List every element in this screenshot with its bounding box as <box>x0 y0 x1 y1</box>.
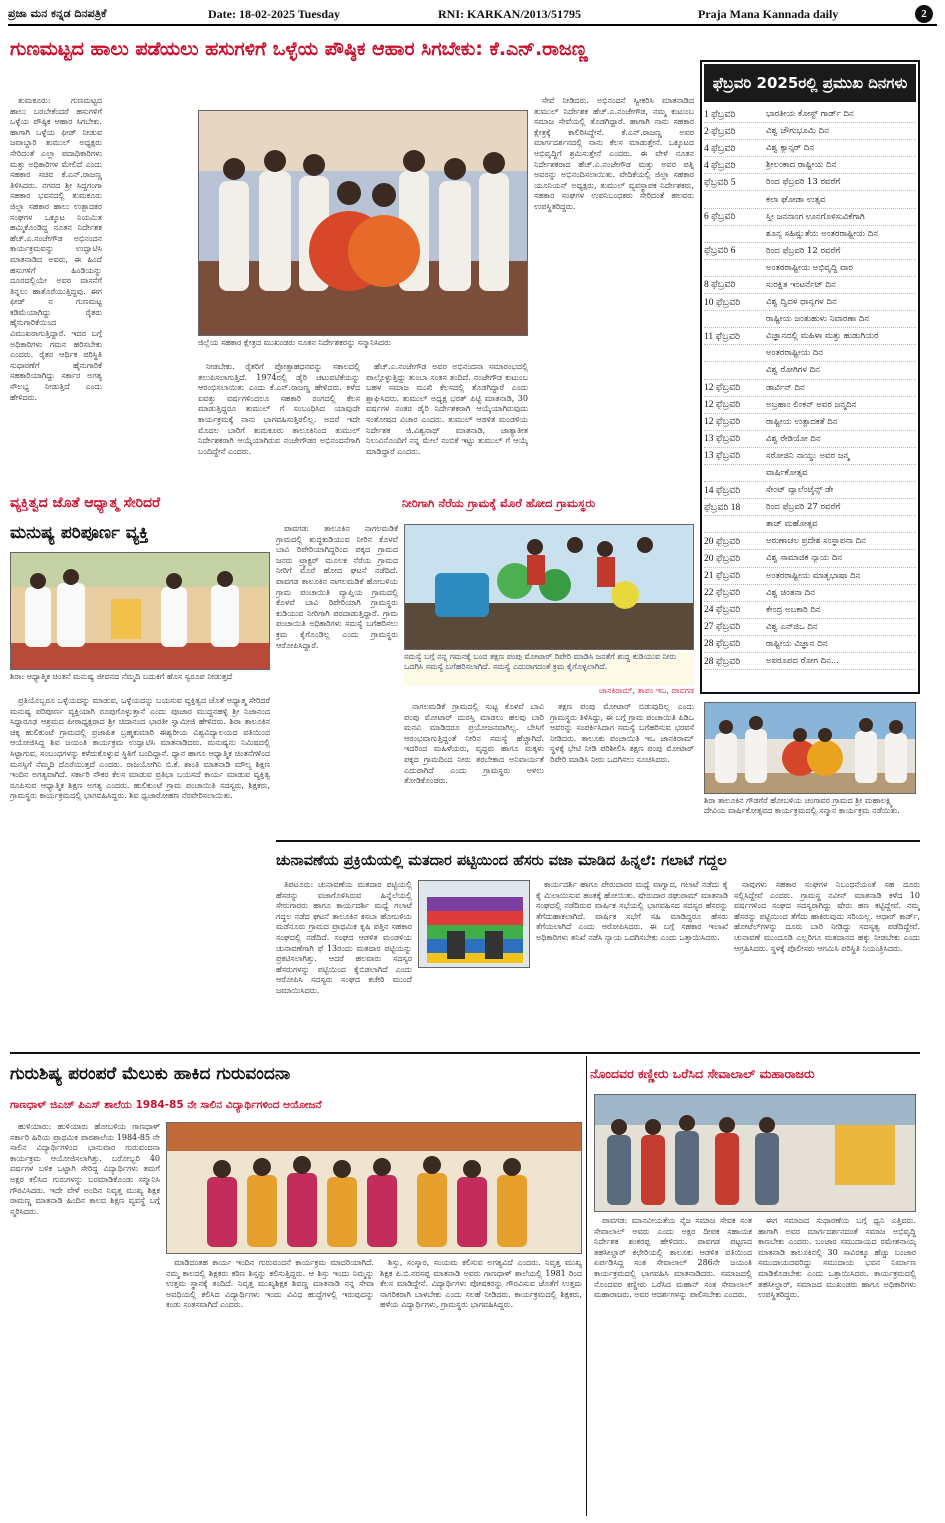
story5-col2 <box>536 880 728 1050</box>
calendar-date: 22 ಫೆಬ್ರವರಿ <box>704 588 741 599</box>
story6-subhead: ಗಾಣಧಾಳ್ ಜಿಎಚ್ ಪಿಎಸ್ ಶಾಲೆಯ 1984-85 ನೇ ಸಾಲಿನ ವಿದ್ಯಾರ್ಥಿಗಳಿಂದ ಆಯೋಜನೆ <box>10 1099 322 1111</box>
story1-col3 <box>366 362 528 496</box>
calendar-event: ರಿಂದ ಫೆಬ್ರವರಿ 27 ರವರೆಗೆ <box>766 502 841 513</box>
temple-felicitation-photo <box>705 703 916 794</box>
society-building-photo <box>419 881 530 968</box>
alumni-group-photo <box>167 1123 582 1254</box>
calendar-row <box>704 294 916 311</box>
water-tanker-photo <box>405 525 694 650</box>
story6-headline: ಗುರುಶಿಷ್ಯ ಪರಂಪರೆ ಮೆಲುಕು ಹಾಕಿದ ಗುರುವಂದನಾ <box>10 1064 291 1084</box>
story7-col2 <box>758 1216 916 1516</box>
story1-col2 <box>198 362 360 496</box>
calendar-row <box>704 585 916 602</box>
calendar-event: ರಾಷ್ಟ್ರೀಯ ವಿಜ್ಞಾನ ದಿನ <box>766 638 828 649</box>
calendar-event: ಭಾರತೀಯ ಕೋಸ್ಟ್ ಗಾರ್ಡ್ ದಿನ <box>766 109 854 120</box>
page-number: 2 <box>915 5 933 23</box>
story3-photo-credit: ಜಾನಕಿರಾಮ್, ತಾಪಂ ಇಒ, ಪಾವಗಡ <box>530 686 694 698</box>
calendar-row <box>704 226 916 243</box>
calendar-date: 2 ಫೆಬ್ರವರಿ <box>704 126 736 137</box>
calendar-date: 14 ಫೆಬ್ರವರಿ <box>704 485 741 496</box>
calendar-row <box>704 448 916 465</box>
calendar-date: 13 ಫೆಬ್ರವರಿ <box>704 434 741 445</box>
story4-photo <box>704 702 916 794</box>
calendar-row <box>704 465 916 482</box>
story5-photo <box>418 880 530 968</box>
calendar-row <box>704 174 916 191</box>
story5-col1-text: ತಿಪಟೂರು: ಚುನಾವಣೆಯ ಮತದಾರ ಪಟ್ಟಿಯಲ್ಲಿ ಹೆಸರನ್ನು ವಜಾಗೊಳಿಸಿರುವ ಹಿನ್ನೆಲೆಯಲ್ಲಿ ಸೇರುಗಾರರು ಹಾಗೂ ಕಾರ್ಯದರ್ಶಿ ಮಧ್ಯೆ ಗಲಾಟೆ ಗದ್ದಲ ನಡೆದ ಘಟನೆ ತಾಲೂಕಿನ ಕಸಬಾ ಹೋಬಳಿಯ ಮಡೆನೂರು ಗ್ರಾಮದ ಪ್ರಾಥಮಿಕ ಕೃಷಿ ಪತ್ತಿನ ಸಹಕಾರ ಸಂಘದಲ್ಲಿ ನಡೆದಿದೆ. ಸಂಘದ ಆಡಳಿತ ಮಂಡಳಿಯ ಚುನಾವಣೆಗಾಗಿ ಫೆ 13ರಂದು ಮತದಾರ ಪಟ್ಟಿಯನ್ನು ಪ್ರಕಟಿಸಲಾಗಿತ್ತು. ಆದರೆ ಹಲವಾರು ಸದಸ್ಯರ ಹೆಸರುಗಳನ್ನು ಪಟ್ಟಿಯಿಂದ ಕೈಬಿಡಲಾಗಿದೆ ಎಂದು ಆರೋಪಿಸಿ ಸದಸ್ಯರು ಸಂಘದ ಕಚೇರಿ ಮುಂದೆ ಜಮಾಯಿಸಿದರು. <box>276 880 412 995</box>
calendar-row <box>704 619 916 636</box>
story2-col1 <box>10 696 270 848</box>
calendar-date: 4 ಫೆಬ್ರವರಿ <box>704 160 736 171</box>
calendar-event: ಡಾರ್ವಿನ್ ದಿನ <box>766 382 805 393</box>
calendar-date: 12 ಫೆಬ್ರವರಿ <box>704 417 741 428</box>
calendar-date: 4 ಫೆಬ್ರವರಿ <box>704 143 736 154</box>
issue-date: Date: 18-02-2025 Tuesday <box>208 6 341 21</box>
calendar-row <box>704 209 916 226</box>
calendar-event: ರಿಂದ ಫೆಬ್ರವರಿ 12 ರವರೆಗೆ <box>766 245 841 256</box>
calendar-event: ಅಂತರರಾಷ್ಟ್ರೀಯ ಮಾತೃಭಾಷಾ ದಿನ <box>766 570 861 581</box>
story3-headline: ನೀರಿಗಾಗಿ ನೆರೆಯ ಗ್ರಾಮಕ್ಕೆ ಮೊರೆ ಹೋದ ಗ್ರಾಮಸ್ಥರು <box>402 496 596 510</box>
spiritual-event-photo <box>11 553 270 670</box>
calendar-event: ರಿಂದ ಫೆಬ್ರವರಿ 13 ರವರೆಗೆ <box>766 177 841 188</box>
calendar-event: ವಿಶ್ವ ಎನ್‌ಜಿಒ ದಿನ <box>766 621 818 632</box>
story5-headline: ಚುನಾವಣೆಯ ಪ್ರಕ್ರಿಯೆಯಲ್ಲಿ ಮತದಾರ ಪಟ್ಟಿಯಿಂದ ಹೆಸರು ವಜಾ ಮಾಡಿದ ಹಿನ್ನಲೆ: ಗಲಾಟೆ ಗದ್ದಲ <box>276 853 727 869</box>
story3-col2-text: ನಾಗಲಮಡಿಕೆ ಗ್ರಾಮದಲ್ಲಿ ಸುಟ್ಟ ಕೊಳವೆ ಬಾವಿ ಪಂಪು ಮೋಟಾರ್ ದುರಸ್ತಿ ಮಾಡಲು ಹಲವು ಬಾರಿ ಮನವಿ ಮಾಡಿದರೂ ಪ್ರಯೋಜನವಾಗಿಲ್ಲ. ಬೇಸಿಗೆ ಆರಂಭವಾಗುತ್ತಿದ್ದಂತೆ ನೀರಿನ ಸಮಸ್ಯೆ ಹೆಚ್ಚಾಗಿದೆ. ಇದರಿಂದ ಮಹಿಳೆಯರು, ವೃದ್ಧರು ಹಾಗೂ ಮಕ್ಕಳು ಪಕ್ಕದ ಗ್ರಾಮದಿಂದ ನೀರು ತರಬೇಕಾದ ಅನಿವಾರ್ಯತೆ ಎದುರಾಗಿದೆ ಎಂದು ಗ್ರಾಮಸ್ಥರು ಅಳಲು ತೋಡಿಕೊಂಡರು. <box>404 702 544 786</box>
sevalal-jayanti-photo <box>595 1095 916 1212</box>
calendar-row <box>704 482 916 499</box>
calendar-event: ಸುರಕ್ಷಿತ ಇಂಟರ್ನೆಟ್ ದಿನ <box>766 279 836 290</box>
calendar-date: 20 ಫೆಬ್ರವರಿ <box>704 553 741 564</box>
calendar-row <box>704 311 916 328</box>
calendar-event: ರಾಷ್ಟ್ರೀಯ ಉತ್ಪಾದಕತೆ ದಿನ <box>766 416 838 427</box>
calendar-event: ರಾಷ್ಟ್ರೀಯ ಜಂತುಹುಳು ನಿವಾರಣಾ ದಿನ <box>766 314 870 325</box>
calendar-event: ಸರೋಜಿನಿ ನಾಯ್ಡು ಅವರ ಜನ್ಮ <box>766 450 850 461</box>
calendar-date: 10 ಫೆಬ್ರವರಿ <box>704 297 741 308</box>
calendar-list <box>704 106 916 670</box>
calendar-event: ತಾಜ್ ಮಹೋತ್ಸವ <box>766 519 818 530</box>
story1-col1-text: ತುಮಕೂರು: ಗುಣಮಟ್ಟದ ಹಾಲು ಬರಬೇಕೆಂದರೆ ಹಸುಗಳಿಗೆ ಒಳ್ಳೆಯ ಪೌಷ್ಠಿಕ ಆಹಾರ ಸಿಗಬೇಕು. ಹಾಗಾಗಿ ಒಳ್ಳೆಯ ಫೀಡ್ ನೀಡುವ ಜವಾಬ್ದಾರಿ ತುಮುಲ್ ಅಧ್ಯಕ್ಷರು ಸೇರಿದಂತೆ ಎಲ್ಲಾ ಪದಾಧಿಕಾರಿಗಳು ಮತ್ತು ಅಧಿಕಾರಿಗಳ ಮೇಲಿದೆ ಎಂದು ಸಹಕಾರ ಸಚಿವ ಕೆ.ಎನ್.ರಾಜಣ್ಣ ತಿಳಿಸಿದರು. ನಗರದ ಶ್ರೀ ಸಿದ್ದಗಂಗಾ ಸಹಕಾರ ಭವನದಲ್ಲಿ ತುಮಕೂರು ಜಿಲ್ಲಾ ಸಹಕಾರ ಹಾಲು ಉತ್ಪಾದಕರ ಸಂಘಗಳ ಒಕ್ಕೂಟ ನಿಯಮಿತ ಹಮ್ಮಿಕೊಂಡಿದ್ದ ನೂತನ ನಿರ್ದೇಶಕ ಹೆಚ್.ಎ.ನಂಜೇಗೌಡ ಅಭಿನಂದನ ಕಾರ್ಯಕ್ರಮವನ್ನು ಉದ್ಘಾಟಿಸಿ ಮಾತನಾಡಿದ ಅವರು, ಈ ಹಿಂದೆ ಹಸುಗಳಿಗೆ ಹಿಂಡಿಯನ್ನು ದೂರದಲ್ಲಿಯೇ ಅವರ ವಾಸನೆಗೆ ತಿನ್ನಲು ಹಾತೊರೆಯುತ್ತಿದ್ದವು. ಈಗ ಫೀಡ್ ನ ಗುಣಮಟ್ಟ ಕಡಿಮೆಯಾಗಿದ್ದು ರೈತರು ಹೈನುಗಾರಿಕೆಯಿಂದ ವಿಮುಖರಾಗುತ್ತಿದ್ದಾರೆ. ಇದರ ಬಗ್ಗೆ ಅಧಿಕಾರಿಗಳು ಗಮನ ಹರಿಸಬೇಕು ಎಂದರು. ರೈತರ ಆರ್ಥಿಕ ಪರಿಸ್ಥಿತಿ ಸುಧಾರಣೆಗೆ ಹೈನುಗಾರಿಕೆ ಸಹಕಾರಿಯಾಗಿದ್ದು ಸರ್ಕಾರ ಅಗತ್ಯ ಸೌಲಭ್ಯ ನೀಡುತ್ತಿದೆ ಎಂದು ಹೇಳಿದರು. <box>10 96 102 402</box>
calendar-event: ಅಂತರರಾಷ್ಟ್ರೀಯ ಅಭಿವೃದ್ಧಿ ವಾರ <box>766 262 853 273</box>
calendar-row <box>704 397 916 414</box>
calendar-row <box>704 191 916 208</box>
calendar-event: ಶ್ರೀಲಂಕಾದ ರಾಷ್ಟ್ರೀಯ ದಿನ <box>766 160 837 171</box>
calendar-event: ಅಂತರರಾಷ್ಟ್ರೀಯ ದಿನ <box>766 348 823 359</box>
calendar-event: ಕೇಂದ್ರ ಅಬಕಾರಿ ದಿನ <box>766 604 821 615</box>
calendar-row <box>704 550 916 567</box>
calendar-row <box>704 499 916 516</box>
story1-photo-caption: ಜಿಲ್ಲೆಯ ಸಹಕಾರ ಕ್ಷೇತ್ರದ ಮುಖಂಡರು ನೂತನ ನಿರ್ದೇಶಕರನ್ನು ಸನ್ಮಾನಿಸಿದರು <box>198 338 528 358</box>
calendar-event: ಅಪರೂಪದ ರೋಗ ದಿನ... <box>766 656 839 667</box>
story2-caption: ಶಿರಾ: ಆಧ್ಯಾತ್ಮಿಕ ಚಿಂತನೆ ಮನುಷ್ಯ ಜೀವನದ ನೆಮ್ಮದಿ ಬದುಕಿಗೆ ಹೊಸ ಸ್ವರೂಪ ನೀಡುತ್ತದೆ <box>10 672 270 694</box>
calendar-row <box>704 653 916 670</box>
story2-kicker: ವ್ಯಕ್ತಿತ್ವದ ಜೊತೆ ಆಧ್ಯಾತ್ಮ ಸೇರಿದರೆ <box>10 495 161 511</box>
calendar-date: ಫೆಬ್ರವರಿ 5 <box>704 177 736 188</box>
calendar-date: ಫೆಬ್ರವರಿ 6 <box>704 246 736 257</box>
story7-col2-text: ಈಗ ಸಮಾಜದ ಸುಧಾರಣೆಯ ಬಗ್ಗೆ ಧ್ವನಿ ಎತ್ತಿದರು. ಹಾಗಾಗಿ ಅವರ ಮಾರ್ಗದರ್ಶನದಂತೆ ಸಮಾಜ ಅಭಿವೃದ್ಧಿ ಕಾಣಬೇಕು ಎಂದರು. ಬಂಜಾರ ಸಮುದಾಯದ ರಮೇಶನಾಯ್ಕ ಮಾತನಾಡಿ ತಾಲೂಕಿನಲ್ಲಿ 30 ಸಾವಿರಕ್ಕೂ ಹೆಚ್ಚು ಬಂಜಾರ ಸಮುದಾಯದವರಿದ್ದು ಸಮುದಾಯ ಭವನ ನಿರ್ಮಾಣ ಮಾಡಿಕೊಡಬೇಕು ಎಂದು ಒತ್ತಾಯಿಸಿದರು. ಕಾರ್ಯಕ್ರಮದಲ್ಲಿ ತಹಸೀಲ್ದಾರ್, ಸಮಾಜದ ಮುಖಂಡರು ಹಾಗೂ ಅಧಿಕಾರಿಗಳು ಉಪಸ್ಥಿತರಿದ್ದರು. <box>758 1216 916 1300</box>
calendar-event: ವಾರ್ಷಿಕೋತ್ಸವ <box>766 468 808 479</box>
story1-headline: ಗುಣಮಟ್ಟದ ಹಾಲು ಪಡೆಯಲು ಹಸುಗಳಿಗೆ ಒಳ್ಳೆಯ ಪೌಷ್ಠಿಕ ಆಹಾರ ಸಿಗಬೇಕು: ಕೆ.ಎನ್.ರಾಜಣ್ಣ <box>10 38 588 60</box>
story6-col1-text: ಹುಳಿಯಾರು: ಹುಳಿಯಾರು ಹೋಬಳಿಯ ಗಾಣಧಾಳ್ ಸರ್ಕಾರಿ ಹಿರಿಯ ಪ್ರಾಥಮಿಕ ಪಾಠಶಾಲೆಯ 1984-85 ನೇ ಸಾಲಿನ ವಿದ್ಯಾರ್ಥಿಗಳಿಂದ ಭಾನುವಾರ ಗುರುವಂದನಾ ಕಾರ್ಯಕ್ರಮ ಆಯೋಜಿಸಲಾಗಿತ್ತು. ಬರೋಬ್ಬರಿ 40 ವರ್ಷಗಳ ಬಳಿಕ ಒಟ್ಟಾಗಿ ಸೇರಿದ್ದ ವಿದ್ಯಾರ್ಥಿಗಳು ತಮಗೆ ಅಕ್ಷರ ಕಲಿಸಿದ ಗುರುಗಳನ್ನು ಬರಮಾಡಿಕೊಂಡು ಸನ್ಮಾನಿಸಿ ಗೌರವಿಸಿದರು. ಇದೇ ವೇಳೆ ಅಂದಿನ ನಿವೃತ್ತ ಮುಖ್ಯ ಶಿಕ್ಷಕ ರಾಮಣ್ಣ ಮಾತನಾಡಿ ಹಿಂದಿನ ಕಾಲದ ಶಿಕ್ಷಣ ವ್ಯವಸ್ಥೆ ಬಗ್ಗೆ ಸ್ಮರಿಸಿದರು. <box>10 1122 160 1216</box>
story2-col1-text: ಪ್ರತಿಯೊಬ್ಬರೂ ಒಳ್ಳೆಯದನ್ನು ಮಾಡುವ, ಒಳ್ಳೆಯದನ್ನು ಬಯಸುವ ವ್ಯಕ್ತಿತ್ವದ ಜೊತೆ ಆಧ್ಯಾತ್ಮ ಸೇರಿದರೆ ಮನುಷ್ಯ ಪರಿಪೂರ್ಣ ವ್ಯಕ್ತಿಯಾಗಿ ರೂಪುಗೊಳ್ಳುತ್ತಾನೆ ಎಂದು ಪೂಜಾರ ಮುದ್ದನಹಳ್ಳಿ ಶ್ರೀ ನಿಜಾನಂದ ಸಿದ್ದಾರೂಢ ಆಶ್ರಮದ ಪೀಠಾಧ್ಯಕ್ಷರಾದ ಶ್ರೀ ಚಿದಾನಂದ ಭಾರತೀ ಸ್ವಾಮೀಜಿ ಹೇಳಿದರು. ಶಿರಾ ತಾಲೂಕಿನ ಚಿಕ್ಕ ಹುಲಿಕುಂಟೆ ಗ್ರಾಮದಲ್ಲಿ ಪ್ರಜಾಪಿತ ಬ್ರಹ್ಮಕುಮಾರಿ ಈಶ್ವರೀಯ ವಿಶ್ವವಿದ್ಯಾಲಯದ ವತಿಯಿಂದ ಆಯೋಜಿಸಿದ್ದ ಶಿವ ಜಯಂತಿ ಕಾರ್ಯಕ್ರಮ ಉದ್ಘಾಟಿಸಿ ಮಾತನಾಡಿದರು. ಮನುಷ್ಯನು ನಿಮಿಷದಲ್ಲಿ ಸಿಟ್ಟಾಗುವ, ಸಂಬಂಧಗಳನ್ನು ಕಳೆದುಕೊಳ್ಳುವ ಸ್ಥಿತಿಗೆ ಬಂದಿದ್ದಾನೆ. ಧ್ಯಾನ ಹಾಗೂ ಆಧ್ಯಾತ್ಮಿಕ ಚಿಂತನೆಗಳಿಂದ ಮನಸ್ಸಿಗೆ ನೆಮ್ಮದಿ ದೊರೆಯುತ್ತದೆ ಎಂದರು. ರಾಜಯೋಗಿನಿ ಬಿ.ಕೆ. ಶಾಂತಿ ಮಾತನಾಡಿ ಮೌಲ್ಯ ಶಿಕ್ಷಣ ಇಂದಿನ ಅಗತ್ಯವಾಗಿದೆ. ಸರ್ಕಾರಿ ನೌಕರ ಕೆಲಸ ಮಾಡುವ ಪ್ರತಿಭಾ ಬಯಸದೆ ಕಾರ್ಯ ಮಾಡುವ ವ್ಯಕ್ತಿತ್ವ ರೂಪಿಸುವ ಆಧ್ಯಾತ್ಮಿಕ ಶಿಕ್ಷಣ ಅಗತ್ಯ ಎಂದರು. ಹುಲಿಕುಂಟೆ ಗ್ರಾಮ ಪಂಚಾಯಿತಿ ಸದಸ್ಯರು, ಶಿಕ್ಷಕರು, ಗ್ರಾಮಸ್ಥರು ಕಾರ್ಯಕ್ರಮದಲ್ಲಿ ಭಾಗವಹಿಸಿದ್ದರು. ಶಿವ ಧ್ವಜಾರೋಹಣ ನೆರವೇರಿಸಲಾಯಿತು. <box>10 696 270 801</box>
calendar-date: 11 ಫೆಬ್ರವರಿ <box>704 331 740 342</box>
story1-col2-text: ನೀಡಬೇಕು. ರೈತರಿಗೆ ಪ್ರೋತ್ಸಾಹಧನವನ್ನು ಸಕಾಲದಲ್ಲಿ ತಲುಪಿಸಲಾಗುತ್ತಿದೆ. 1974ರಲ್ಲಿ ಡೈರಿ ಚಟುವಟಿಕೆಯನ್ನು ಆರಂಭಿಸಲಾಯಿತು ಎಂದು ಕೆ.ಎನ್.ರಾಜಣ್ಣ ಹೇಳಿದರು. ಕಳೆದ ಐವತ್ತು ವರ್ಷಗಳಿಂದಲೂ ಸಹಕಾರಿ ರಂಗದಲ್ಲಿ ಕೆಲಸ ಮಾಡುತ್ತಿದ್ದರೂ ತುಮುಲ್ ಗೆ ಸಂಬಂಧಿಸಿದ ಯಾವುದೇ ಕಾರ್ಯಕ್ರಮಕ್ಕೆ ನಾನು ಭಾಗವಹಿಸುತ್ತಿರಲಿಲ್ಲ. ಅದರೆ ಇದೇ ಮೊದಲ ಬಾರಿಗೆ ತುಮಕೂರು ತಾಲೂಕಿನಿಂದ ತುಮುಲ್ ನಿರ್ದೇಶಕರಾಗಿ ಆಯ್ಕೆಯಾಗಿರುವ ನಂಜೇಗೌಡರ ಅಭಿನಂದನೆಗಾಗಿ ಬಂದಿದ್ದೇನೆ ಎಂದರು. <box>198 362 360 456</box>
calendar-date: 21 ಫೆಬ್ರವರಿ <box>704 571 741 582</box>
calendar-row <box>704 243 916 260</box>
calendar-row <box>704 533 916 550</box>
story5-col1 <box>276 880 412 1050</box>
calendar-date: 24 ಫೆಬ್ರವರಿ <box>704 605 741 616</box>
story1-col4 <box>534 96 694 496</box>
story6-col2 <box>166 1258 374 1516</box>
calendar-date: ಫೆಬ್ರವರಿ 18 <box>704 502 741 513</box>
calendar-event: ಕಲಾ ಘೋಡಾ ಉತ್ಸವ <box>766 194 826 205</box>
calendar-date: 27 ಫೆಬ್ರವರಿ <box>704 622 741 633</box>
calendar-row <box>704 106 916 123</box>
calendar-event: ವಿಶ್ವ ರೋಗಿಗಳ ದಿನ <box>766 365 820 376</box>
calendar-row <box>704 123 916 140</box>
calendar-event: ಅರುಣಾಚಲ ಪ್ರದೇಶ ಸಂಸ್ಥಾಪನಾ ದಿನ <box>766 536 866 547</box>
story3-col3-text: ತಕ್ಷಣ ಪಂಪು ಮೋಟಾರ್ ಬಿಡುವುದಿಲ್ಲ ಎಂದು ಗ್ರಾಮಸ್ಥರು ತಿಳಿಸಿದ್ದು, ಈ ಬಗ್ಗೆ ಗ್ರಾಮ ಪಂಚಾಯಿತಿ ಪಿಡಿಒ ಅವರನ್ನು ಸಂಪರ್ಕಿಸಿದಾಗ ಸಮಸ್ಯೆ ಬಗೆಹರಿಸುವ ಭರವಸೆ ನೀಡಿದರು. ತಾಲೂಕು ಪಂಚಾಯಿತಿ ಇಒ ಜಾನಕಿರಾಮ್ ಸ್ಥಳಕ್ಕೆ ಭೇಟಿ ನೀಡಿ ಪರಿಶೀಲಿಸಿ ತಕ್ಷಣ ಪಂಪು ಮೋಟಾರ್ ರಿಪೇರಿ ಮಾಡಿಸಿ ನೀರು ಒದಗಿಸಲು ಸೂಚಿಸಿದರು. <box>550 702 694 764</box>
calendar-row <box>704 516 916 533</box>
calendar-row <box>704 636 916 653</box>
story3-col3 <box>550 702 694 830</box>
story7-headline: ನೊಂದವರ ಕಣ್ಣೀರು ಒರೆಸಿದ ಸೇವಾಲಾಲ್ ಮಹಾರಾಜರು <box>590 1066 815 1081</box>
calendar-event: ಶೂನ್ಯ ಸಹಿಷ್ಣುತೆಯ ಅಂತರರಾಷ್ಟ್ರೀಯ ದಿನ <box>766 228 879 239</box>
story5-top-rule <box>276 840 920 842</box>
story1-col4-text: ಸೇವೆ ನೀಡಿದರು. ಅಭಿನಂದನೆ ಸ್ವೀಕರಿಸಿ ಮಾತನಾಡಿದ ತುಮುಲ್ ನಿರ್ದೇಶಕ ಹೆಚ್.ಎ.ನಂಜೇಗೌಡ, ನಮ್ಮ ಕುಟುಂಬ ಸಮಾಜ ಸೇವೆಯಲ್ಲಿ ತೊಡಗಿದ್ದಾರೆ. ಹಾಗಾಗಿ ನಾನು ಸಹಕಾರ ಕ್ಷೇತ್ರಕ್ಕೆ ಕಾಲಿರಿಸಿದ್ದೇನೆ. ಕೆ.ಎನ್.ರಾಜಣ್ಣ ಅವರ ಮಾರ್ಗದರ್ಶನದಲ್ಲಿ ನಾನು ಕೆಲಸ ಮಾಡುತ್ತೇನೆ. ಒಕ್ಕೂಟದ ಅಭಿವೃದ್ಧಿಗೆ ಶ್ರಮಿಸುತ್ತೇನೆ ಎಂದರು. ಈ ವೇಳೆ ನೂತನ ನಿರ್ದೇಶಕರಾದ ಹೆಚ್.ಎ.ನಂಜೇಗೌಡ ಮತ್ತು ಅವರ ಪತ್ನಿ ಅವರನ್ನು ಅಭಿನಂದಿಸಲಾಯಿತು. ವೇದಿಕೆಯಲ್ಲಿ ಜಿಲ್ಲಾ ಸಹಕಾರ ಯೂನಿಯನ್ ಅಧ್ಯಕ್ಷರು, ತುಮುಲ್ ವ್ಯವಸ್ಥಾಪಕ ನಿರ್ದೇಶಕರು, ಸಹಕಾರ ಸಂಘಗಳ ಉಪನಿಬಂಧಕರು ಸೇರಿದಂತೆ ಹಲವರು ಉಪಸ್ಥಿತರಿದ್ದರು. <box>534 96 694 211</box>
story2-headline: ಮನುಷ್ಯ ಪರಿಪೂರ್ಣ ವ್ಯಕ್ತಿ <box>10 523 149 543</box>
calendar-date: 28 ಫೆಬ್ರವರಿ <box>704 656 741 667</box>
calendar-event: ವಿಶ್ವ ಜೌಗುಭೂಮಿ ದಿನ <box>766 126 829 137</box>
story6-top-rule <box>10 1052 920 1054</box>
calendar-event: ಸೇಂಟ್ ವ್ಯಾಲೆಂಟೈನ್ಸ್ ಡೇ <box>766 485 834 496</box>
story4-caption: ಶಿರಾ ತಾಲೂಕಿನ ಗೌಡಗೆರೆ ಹೋಬಳಿಯ ಚಂಗಾವರ ಗ್ರಾಮದ ಶ್ರೀ ಮಹಾಲಕ್ಷ್ಮಿ ದೇವಿಯ ವಾರ್ಷಿಕೋತ್ಸವದ ಕಾರ್ಯಕ್ರಮದಲ್ಲಿ ಸನ್ಮಾನ ಕಾರ್ಯಕ್ರಮ ನಡೆಯಿತು. <box>704 796 916 836</box>
calendar-row <box>704 602 916 619</box>
calendar-event: ವಿಶ್ವ ಚಿಂತನಾ ದಿನ <box>766 587 815 598</box>
story6-col1 <box>10 1122 160 1516</box>
dairy-felicitation-photo <box>199 111 528 336</box>
story1-col1 <box>10 96 102 496</box>
calendar-row <box>704 157 916 174</box>
story5-col2-text: ಕಾರ್ಯದರ್ಶಿ ಹಾಗೂ ಪೇರುದಾರರ ಮಧ್ಯೆ ವಾಗ್ವಾದ, ಗಲಾಟೆ ನಡೆದು ಕೈ ಕೈ ಮಿಲಾಯಿಸುವ ಹಂತಕ್ಕೆ ಹೋಯಿತು. ಷೇರುದಾರ ರಘುರಾಮ್ ಮಾತನಾಡಿ ಸಂಘದಲ್ಲಿ ನಡೆದಿರುವ ವಾರ್ಷಿಕ ಸಭೆಯಲ್ಲಿ ಭಾಗವಹಿಸದ ಸದಸ್ಯರ ಹೆಸರನ್ನು ತೆಗೆದುಹಾಕಲಾಗಿದೆ. ವಾರ್ಷಿಕ ಸಭೆಗೆ ಸಹಿ ಮಾಡಿದ್ದರೂ ಹೆಸರು ತೆಗೆಯಲಾಗಿದೆ ಎಂದು ಆರೋಪಿಸಿದರು. ಈ ಬಗ್ಗೆ ಸಹಕಾರ ಇಲಾಖೆ ಅಧಿಕಾರಿಗಳು ತನಿಖೆ ನಡೆಸಿ ನ್ಯಾಯ ಒದಗಿಸಬೇಕು ಎಂದು ಒತ್ತಾಯಿಸಿದರು. <box>536 880 728 942</box>
calendar-event: ಸ್ತ್ರೀ ಜನನಾಂಗ ಊನಗೊಳಿಸುವಿಕೆಗಾಗಿ <box>766 211 865 222</box>
calendar-row <box>704 328 916 345</box>
calendar-event: ವಿಶ್ವ ರೇಡಿಯೋ ದಿನ <box>766 433 821 444</box>
calendar-event: ಅಬ್ರಹಾಂ ಲಿಂಕನ್ ಅವರ ಜನ್ಮದಿನ <box>766 399 857 410</box>
calendar-row <box>704 380 916 397</box>
calendar-row <box>704 260 916 277</box>
calendar-title: ಫೆಬ್ರವರಿ 2025ರಲ್ಲಿ ಪ್ರಮುಖ ದಿನಗಳು <box>704 64 916 102</box>
paper-name: Praja Mana Kannada daily <box>698 6 839 21</box>
story3-col2 <box>404 702 544 830</box>
calendar-event: ವಿಶ್ವ ಸಾಮಾಜಿಕ ನ್ಯಾಯ ದಿನ <box>766 553 843 564</box>
story3-col1-text: ಪಾವಗಡ: ತಾಲೂಕಿನ ನಾಗಲಮಡಿಕೆ ಗ್ರಾಮದಲ್ಲಿ ಶುದ್ಧಕುಡಿಯುವ ನೀರಿನ ಕೊಳವೆ ಬಾವಿ ರಿಪೇರಿಯಾಗಿದ್ದರಿಂದ ಪಕ್ಕದ ಗ್ರಾಮದ ಜನರು ಟ್ರ್ಯಾಕ್ಟರ್ ಮೂಲಕ ನೆರೆಯ ಗ್ರಾಮದ ನೀರಿಗೆ ಮೊರೆ ಹೋದ ಘಟನೆ ನಡೆದಿದೆ. ಪಾವಗಡ ತಾಲೂಕಿನ ನಾಗಲಮಡಿಕೆ ಹೋಬಳಿಯ ಗ್ರಾಮ ಪಂಚಾಯಿತಿ ವ್ಯಾಪ್ತಿಯ ಗ್ರಾಮದಲ್ಲಿ ಕೊಳವೆ ಬಾವಿ ರಿಪೇರಿಯಾಗಿ ಗ್ರಾಮಸ್ಥರು ಕುಡಿಯುವ ನೀರಿಗಾಗಿ ಪರದಾಡುತ್ತಿದ್ದಾರೆ. ಗ್ರಾಮ ಪಂಚಾಯಿತಿ ಅಧಿಕಾರಿಗಳು ಸಮಸ್ಯೆ ಬಗೆಹರಿಸಲು ಕ್ರಮ ಕೈಗೊಂಡಿಲ್ಲ ಎಂದು ಗ್ರಾಮಸ್ಥರು ಆರೋಪಿಸಿದ್ದಾರೆ. <box>276 524 398 650</box>
calendar-date: 12 ಫೆಬ್ರವರಿ <box>704 400 741 411</box>
calendar-date: 28 ಫೆಬ್ರವರಿ <box>704 639 741 650</box>
paper-logo: ಪ್ರಜಾ ಮನ ಕನ್ನಡ ದಿನಪತ್ರಿಕೆ <box>8 7 107 20</box>
story3-col1 <box>276 524 398 830</box>
calendar-date: 20 ಫೆಬ್ರವರಿ <box>704 536 741 547</box>
calendar-row <box>704 277 916 294</box>
calendar-date: 1 ಫೆಬ್ರವರಿ <box>704 109 736 120</box>
story7-photo <box>594 1094 916 1212</box>
story6-col2-text: ಮಾಡಿದಂತಹ ಕಾರ್ಯ ಇಂದಿನ ಗುರುವಂದನೆ ಕಾರ್ಯಕ್ರಮ ಮಾದರಿಯಾಗಿದೆ. ನಮ್ಮ ಕಾಲದಲ್ಲಿ ಶಿಕ್ಷಕರು ಕಠಿಣ ಶಿಸ್ತನ್ನು ಕಲಿಸುತ್ತಿದ್ದರು. ಆ ಶಿಸ್ತು ಇಂದು ನಿಮ್ಮನ್ನು ಉತ್ತಮ ಸ್ಥಾನಕ್ಕೆ ತಂದಿದೆ. ನಿವೃತ್ತ ಮುಖ್ಯಶಿಕ್ಷಕ ಶಿವಣ್ಣ ಮಾತನಾಡಿ ನನ್ನ ಸೇವಾ ಅವಧಿಯಲ್ಲಿ ಕಲಿಸಿದ ವಿದ್ಯಾರ್ಥಿಗಳು ಇಂದು ವಿವಿಧ ಹುದ್ದೆಗಳಲ್ಲಿ ಇರುವುದನ್ನು ಕಂಡು ಸಂತಸವಾಗಿದೆ ಎಂದರು. <box>166 1258 374 1310</box>
calendar-date: 13 ಫೆಬ್ರವರಿ <box>704 451 741 462</box>
calendar-event: ವಿಶ್ವ ದ್ವಿದಳ ಧಾನ್ಯಗಳ ದಿನ <box>766 297 837 308</box>
story3-photo <box>404 524 694 650</box>
story7-col1 <box>594 1216 752 1516</box>
rni-number: RNI: KARKAN/2013/51795 <box>438 6 581 21</box>
calendar-date: 12 ಫೆಬ್ರವರಿ <box>704 383 741 394</box>
story7-col1-text: ಪಾವಗಡ: ಮಾನವೀಯತೆಯ ನೈಜ ಸಮಾಜ ಸೇವಕ ಸಂತ ಸೇವಾಲಾಲ್ ಅವರು ಎಂದು ಅಕ್ಷರ ದೀಪಕ ಸಹಾಯಕ ನಿರ್ದೇಶಕ ಶಂಕರಪ್ಪ ಹೇಳಿದರು. ಪಾವಗಡ ಪಟ್ಟಣದ ತಹಸೀಲ್ದಾರ್ ಕಛೇರಿಯಲ್ಲಿ ತಾಲೂಕು ಆಡಳಿತ ವತಿಯಿಂದ ಏರ್ಪಡಿಸಿದ್ದ ಸಂತ ಸೇವಾಲಾಲ್ 286ನೇ ಜಯಂತಿ ಕಾರ್ಯಕ್ರಮದಲ್ಲಿ ಭಾಗವಹಿಸಿ ಮಾತನಾಡಿದರು. ಸಮಾಜದಲ್ಲಿ ನೊಂದವರ ಕಣ್ಣೀರು ಒರೆಸಿದ ಮಹಾನ್ ಸಂತ ಸೇವಾಲಾಲ್ ಮಹಾರಾಜರು. ಅವರ ಆದರ್ಶಗಳನ್ನು ಪಾಲಿಸಬೇಕು ಎಂದರು. <box>594 1216 752 1300</box>
calendar-row <box>704 345 916 362</box>
calendar-event: ವಿಜ್ಞಾನದಲ್ಲಿ ಮಹಿಳಾ ಮತ್ತು ಹುಡುಗಿಯರ <box>766 331 879 342</box>
calendar-row <box>704 414 916 431</box>
calendar-row <box>704 140 916 157</box>
calendar-row <box>704 431 916 448</box>
story5-col3 <box>734 880 920 1050</box>
story5-col3-text: ನಾವುಗಳು ಸಹಕಾರ ಸಂಘಗಳ ನಿಬಂಧನೆಯಂತೆ ಸಹ ದೂರು ಸಲ್ಲಿಸಿದ್ದೇವೆ ಎಂದರು. ಗ್ರಾಮಸ್ಥ ನವೀನ್ ಮಾತನಾಡಿ ಕಳೆದ 10 ವರ್ಷಗಳಿಂದ ಸಂಘದ ಸದಸ್ಯರಾಗಿದ್ದು ಷೇರು ಹಣ ಕಟ್ಟಿದ್ದೇವೆ. ನಮ್ಮ ಹೆಸರನ್ನು ಪಟ್ಟಿಯಿಂದ ತೆಗೆದು ಹಾಕಿರುವುದು ಸರಿಯಲ್ಲ. ಆಧಾರ್ ಕಾರ್ಡ್, ಹೋಟೆಲ್‌ಗಳನ್ನು ದೂರು ಬಾರಿ ನೀಡಿದ್ದು ಸದಸ್ಯತ್ವ ಪಡೆದಿದ್ದೇವೆ. ಚುನಾವಣೆ ಮುಂದೂಡಿ ಎಲ್ಲರಿಗೂ ಮತದಾನದ ಹಕ್ಕು ನೀಡಬೇಕು ಎಂದು ಆಗ್ರಹಿಸಿದರು. ಸ್ಥಳಕ್ಕೆ ಪೊಲೀಸರು ಆಗಮಿಸಿ ಪರಿಸ್ಥಿತಿ ನಿಯಂತ್ರಿಸಿದರು. <box>734 880 920 953</box>
story2-photo <box>10 552 270 670</box>
calendar-date: 6 ಫೆಬ್ರವರಿ <box>704 212 736 223</box>
story6-col3 <box>380 1258 582 1516</box>
calendar-event: ವಿಶ್ವ ಕ್ಯಾನ್ಸರ್ ದಿನ <box>766 143 815 154</box>
story1-photo <box>198 110 528 336</box>
masthead <box>8 4 937 26</box>
calendar-row <box>704 568 916 585</box>
story6-col3-text: ಶಿಸ್ತು, ಸಂಸ್ಕಾರ, ಸಂಯಮ ಕಲಿಸುವ ಅಗತ್ಯವಿದೆ ಎಂದರು. ನಿವೃತ್ತ ಮುಖ್ಯ ಶಿಕ್ಷಕ ಪಿ.ಬಿ.ನರಸಪ್ಪ ಮಾತನಾಡಿ ಅವರು ಗಾಣಧಾಳ್ ಶಾಲೆಯಲ್ಲಿ 1981 ರಿಂದ ಕೆಲಸ ಮಾಡಿದ್ದೇನೆ. ವಿದ್ಯಾರ್ಥಿಗಳು ಪೋಷಕರನ್ನು ಗೌರವಿಸುವ ಜೊತೆಗೆ ಉತ್ತಮ ನಾಗರಿಕರಾಗಿ ಬಾಳಬೇಕು ಎಂದು ಸಲಹೆ ನೀಡಿದರು. ಕಾರ್ಯಕ್ರಮದಲ್ಲಿ ಶಿಕ್ಷಕರು, ಹಳೆಯ ವಿದ್ಯಾರ್ಥಿಗಳು, ಗ್ರಾಮಸ್ಥರು ಭಾಗವಹಿಸಿದ್ದರು. <box>380 1258 582 1310</box>
calendar-date: 8 ಫೆಬ್ರವರಿ <box>704 280 736 291</box>
story6-photo <box>166 1122 582 1254</box>
story1-col3-text: ಹೆಚ್.ಎ.ನಂಜೇಗೌಡ ಅವರ ಅಭಿನಂದನಾ ಸಮಾರಂಭದಲ್ಲಿ ಪಾಲ್ಗೊಳ್ಳುತ್ತಿದ್ದು ತುಂಬಾ ಸಂತಸ ತಂದಿದೆ. ನಂಜೇಗೌಡ ಕುಟುಂಬ ಬಹಳ ಸಮಾಜ ಮುಖಿ ಕೆಲಸದಲ್ಲಿ ತೊಡಗಿದ್ದಾರೆ ಎಂದು ಶ್ಲಾಘಿಸಿದರು. ತುಮುಲ್ ಅಧ್ಯಕ್ಷ ಭರತ್ ಪಿಟ್ಟಿ ಮಾತನಾಡಿ, 30 ವರ್ಷಗಳ ನಂತರ ಡೈರಿ ನಿರ್ದೇಶಕರಾಗಿ ಆಯ್ಕೆಯಾಗಿರುವುದು ಸಂತೋಷದ ವಿಚಾರ ಎಂದರು. ತುಮುಲ್ ಆಡಳಿತ ಮಂಡಳಿಯ ನಿರ್ದೇಶಕ ಜಿ.ವಿಶ್ವನಾಥ್ ಮಾತನಾಡಿ, ಜಾತ್ಯಾತೀತ ನಿಲುವಿನೊಂದಿಗೆ ನನ್ನ ಮೇಲೆ ನಂಬಿಕೆ ಇಟ್ಟು ತುಮುಲ್ ಗೆ ಆಯ್ಕೆ ಮಾಡಿದ್ದಾರೆ ಎಂದರು. <box>366 362 528 456</box>
story3-photo-caption: ಸಮಸ್ಯೆ ಬಗ್ಗೆ ನನ್ನ ಗಮನಕ್ಕೆ ಬಂದ ತಕ್ಷಣ ಪಂಪು ಮೋಟಾರ್ ರಿಪೇರಿ ಮಾಡಿಸಿ ಜನತೆಗೆ ಶುದ್ಧ ಕುಡಿಯುವ ನೀರು ಒದಗಿಸಿ ಸಮಸ್ಯೆ ಬಗೆಹರಿಸಲಾಗಿದೆ. ಸಮಸ್ಯೆ ಎದುರಾಗದಂತೆ ಕ್ರಮ ಕೈಗೊಳ್ಳಲಾಗಿದೆ. <box>404 652 694 686</box>
calendar-row <box>704 362 916 379</box>
col-divider <box>586 1056 587 1516</box>
